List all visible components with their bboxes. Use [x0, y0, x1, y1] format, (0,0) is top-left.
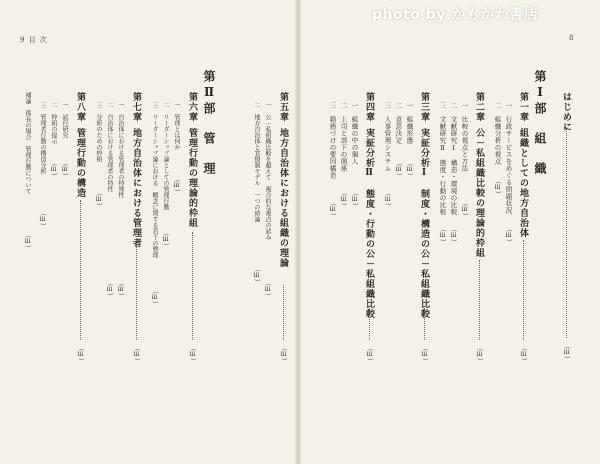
ch2-sec3: 三 文献研究Ⅱ 態度・行動の比較: [438, 102, 447, 216]
ch4-number: 第四章: [364, 92, 374, 122]
ch6-sec2-page: （ⅲ）: [162, 230, 169, 249]
ch2-sec2: 二 文献研究Ⅰ 構造・環境の比較: [449, 102, 458, 216]
ch6-sec2: 二 リーダーシップ論としての管理行動: [162, 102, 169, 210]
ch2-leader: [479, 260, 480, 340]
ch4-sec3: 三 勤務づけの要因構造: [328, 102, 337, 179]
left-page: [0, 0, 296, 464]
ch5-sec1: 一 公－私組織比較を超えて 複合的な視点の試み: [264, 102, 271, 240]
ch2-title: 公－私組織比較の理論的枠組: [474, 128, 484, 258]
ch3-leader: [424, 308, 425, 340]
ch8-sec1: 一 試行研究: [61, 102, 68, 138]
ch1-sec1-page: （ⅲ）: [505, 226, 512, 245]
ch2-page: （ⅲ）: [476, 345, 483, 364]
ch2-sec2-page: （ⅲ）: [450, 226, 457, 245]
ch1-leader: [523, 240, 524, 340]
ch4-sec2: 二 上司と部下の関係: [339, 102, 348, 172]
ch4-sec1: 一 組織の中の個人: [350, 102, 359, 165]
part2-title: 第Ⅱ部 管 理: [202, 70, 216, 177]
ch8-sec1-page: （ⅲ）: [61, 160, 68, 179]
ch7-sec3: 三 分析のための枠組: [95, 102, 102, 162]
left-folio: 9 目 次: [20, 36, 48, 44]
ch3-sec3: 三 人事管理システム: [383, 102, 392, 172]
ch8-number: 第八章: [75, 92, 85, 122]
ch1-number: 第一章: [518, 92, 528, 122]
ch1-sec1: 一 行政サービスをめぐる問題状況: [504, 102, 513, 214]
ch7-page: （ⅲ）: [133, 345, 140, 364]
ch1-sec2-page: （ⅲ）: [494, 178, 501, 197]
ch4-leader: [369, 308, 370, 340]
ch7-sec1-page: （ⅲ）: [117, 280, 124, 299]
ch8-appendix: 補論 係長の場合 管理行動について: [24, 92, 31, 194]
ch7-number: 第七章: [131, 92, 141, 122]
ch2-number: 第二章: [474, 92, 484, 122]
ch5-sec2-page: （ⅲ）: [253, 266, 260, 285]
ch7-title: 地方自治体における管理者: [131, 128, 141, 248]
ch5-sec1-page: （ⅲ）: [264, 280, 271, 299]
intro-leader: [566, 128, 567, 338]
ch5-leader: [283, 285, 284, 340]
ch2-sec1: 一 比較の視点と方法: [460, 102, 469, 172]
ch6-leader: [192, 232, 193, 340]
ch8-title: 管理行動の構造: [75, 128, 85, 198]
ch8-sec3: 三 管理者行動の構造分析: [39, 102, 46, 174]
ch5-title: 地方自治体における組織の理論: [278, 128, 288, 268]
ch1-page: （ⅲ）: [520, 345, 527, 364]
ch8-page: （ⅲ）: [77, 345, 84, 364]
ch6-sec1-page: （ⅲ）: [173, 176, 180, 195]
ch7-leader: [136, 245, 137, 340]
ch7-sec1: 一 自治体における管理者の特殊性: [117, 102, 124, 198]
ch3-page: （ⅲ）: [421, 345, 428, 364]
ch1-title: 組織としての地方自治体: [518, 128, 528, 238]
ch8-sec3-page: （ⅲ）: [39, 210, 46, 229]
ch5-sec2: 二 地方自治体と官僚制モデル 一つの結論: [253, 102, 260, 222]
right-folio: 8: [569, 34, 574, 42]
ch3-sec3-page: （ⅲ）: [384, 190, 391, 209]
watermark: photo by かもがわ書店: [372, 7, 539, 23]
ch3-number: 第三章: [419, 92, 429, 122]
part1-title: 第Ⅰ部 組 織: [533, 70, 547, 177]
ch2-sec1-page: （ⅲ）: [461, 200, 468, 219]
ch3-title: 実証分析Ⅰ 制度・構造の公－私組織比較: [419, 128, 429, 319]
ch8-leader: [80, 200, 81, 340]
ch3-sec1: 一 組織形態: [405, 102, 414, 144]
ch8-sec2-page: （ⅲ）: [50, 160, 57, 179]
intro-page: （ⅲ）: [563, 343, 570, 362]
ch6-title: 管理行動の理論的枠組: [187, 128, 197, 228]
ch3-sec2: 二 意思決定: [394, 102, 403, 144]
ch6-sec3-page: （ⅲ）: [151, 288, 158, 307]
book-gutter: [294, 0, 302, 464]
ch7-sec2: 二 自治体における管理者の特性: [106, 102, 113, 192]
ch5-number: 第五章: [278, 92, 288, 122]
ch4-sec1-page: （ⅲ）: [351, 190, 358, 209]
ch7-sec3-page: （ⅲ）: [95, 190, 102, 209]
intro-title: はじめに: [561, 92, 571, 132]
ch2-sec3-page: （ⅲ）: [439, 226, 446, 245]
ch4-page: （ⅲ）: [366, 345, 373, 364]
ch1-sec2: 二 組織分析の視点: [493, 102, 502, 165]
ch4-title: 実証分析Ⅱ 態度・行動の公－私組織比較: [364, 128, 374, 319]
ch6-number: 第六章: [187, 92, 197, 122]
ch6-page: （ⅲ）: [189, 345, 196, 364]
ch4-sec2-page: （ⅲ）: [340, 190, 347, 209]
ch8-appendix-page: （ⅲ）: [24, 232, 31, 251]
ch4-sec3-page: （ⅲ）: [329, 200, 336, 219]
ch6-sec3: 三 リーダーシップ論における 概念に関する若干の整理: [151, 102, 158, 258]
ch7-sec2-page: （ⅲ）: [106, 280, 113, 299]
ch3-sec1-page: （ⅲ）: [406, 160, 413, 179]
ch6-sec1: 一 管理とは何か: [173, 102, 180, 150]
ch8-sec2: 二 枠組の提示: [50, 102, 57, 144]
ch5-page: （ⅲ）: [280, 345, 287, 364]
ch3-sec2-page: （ⅲ）: [395, 160, 402, 179]
